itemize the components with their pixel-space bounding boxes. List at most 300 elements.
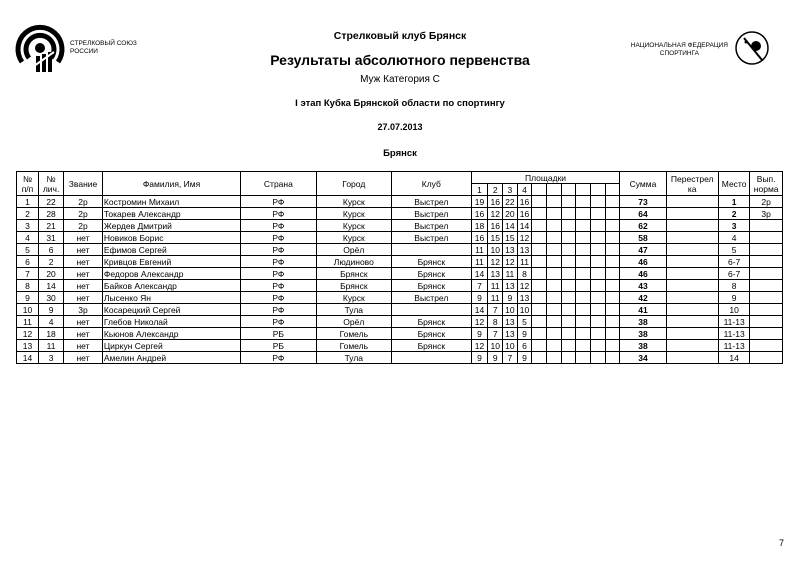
cell-blank xyxy=(576,268,591,280)
cell-score-4: 11 xyxy=(517,256,532,268)
cell-blank xyxy=(605,304,620,316)
cell-blank xyxy=(576,292,591,304)
cell-blank xyxy=(576,232,591,244)
cell-city: Орёл xyxy=(316,244,391,256)
table-row xyxy=(17,244,783,256)
cell-blank xyxy=(547,292,562,304)
cell-score-3: 13 xyxy=(503,316,518,328)
cell-place: 5 xyxy=(718,244,749,256)
org-left-line2: РОССИИ xyxy=(70,48,98,55)
cell-score-4: 6 xyxy=(517,340,532,352)
cell-place: 2 xyxy=(718,208,749,220)
cell-blank xyxy=(576,340,591,352)
cell-shootoff xyxy=(666,328,718,340)
cell-score-1: 9 xyxy=(471,352,488,364)
cell-score-3: 9 xyxy=(503,292,518,304)
cell-club: Выстрел xyxy=(392,292,472,304)
cell-rank: 2р xyxy=(64,208,103,220)
cell-city: Курск xyxy=(316,208,391,220)
cell-country: РФ xyxy=(241,292,316,304)
cell-club xyxy=(392,304,472,316)
cell-city: Людиново xyxy=(316,256,391,268)
cell-license: 31 xyxy=(39,232,64,244)
cell-club xyxy=(392,244,472,256)
cell-blank xyxy=(576,304,591,316)
cell-club: Брянск xyxy=(392,280,472,292)
cell-country: РФ xyxy=(241,220,316,232)
table-row xyxy=(17,196,783,208)
cell-blank xyxy=(547,232,562,244)
page-number: 7 xyxy=(778,538,784,548)
cell-city: Орёл xyxy=(316,316,391,328)
cell-norm xyxy=(750,268,783,280)
event-city: Брянск xyxy=(383,148,417,159)
cell-city: Брянск xyxy=(316,280,391,292)
cell-score-4: 14 xyxy=(517,220,532,232)
cell-score-4: 13 xyxy=(517,292,532,304)
club-heading: Стрелковый клуб Брянск xyxy=(333,30,467,42)
cell-rank: нет xyxy=(64,256,103,268)
table-row xyxy=(17,220,783,232)
col-header-place: Место xyxy=(718,172,749,196)
cell-score-1: 14 xyxy=(471,268,488,280)
cell-score-2: 7 xyxy=(488,328,503,340)
cell-blank xyxy=(532,328,547,340)
table-row xyxy=(17,268,783,280)
cell-name: Циркун Сергей xyxy=(102,340,240,352)
col-header-norm: Вып. норма xyxy=(750,172,783,196)
cell-score-4: 16 xyxy=(517,208,532,220)
cell-blank xyxy=(590,292,605,304)
cell-city: Курск xyxy=(316,292,391,304)
cell-score-2: 10 xyxy=(488,244,503,256)
cell-score-4: 9 xyxy=(517,352,532,364)
cell-blank xyxy=(532,196,547,208)
cell-score-2: 12 xyxy=(488,208,503,220)
cell-place: 3 xyxy=(718,220,749,232)
cell-blank xyxy=(590,256,605,268)
cell-score-1: 11 xyxy=(471,244,488,256)
table-row xyxy=(17,304,783,316)
cell-blank xyxy=(561,292,576,304)
cell-club: Брянск xyxy=(392,256,472,268)
cell-license: 18 xyxy=(39,328,64,340)
cell-blank xyxy=(547,304,562,316)
cell-num: 12 xyxy=(17,328,39,340)
cell-score-4: 10 xyxy=(517,304,532,316)
cell-shootoff xyxy=(666,196,718,208)
cell-rank: 3р xyxy=(64,304,103,316)
cell-place: 4 xyxy=(718,232,749,244)
cell-country: РФ xyxy=(241,256,316,268)
cell-name: Кьюнов Александр xyxy=(102,328,240,340)
cell-score-4: 13 xyxy=(517,244,532,256)
cell-name: Амелин Андрей xyxy=(102,352,240,364)
cell-num: 5 xyxy=(17,244,39,256)
cell-blank xyxy=(561,208,576,220)
cell-num: 7 xyxy=(17,268,39,280)
cell-blank xyxy=(576,220,591,232)
cell-blank xyxy=(590,280,605,292)
cell-norm xyxy=(750,244,783,256)
cell-blank xyxy=(576,244,591,256)
cell-num: 3 xyxy=(17,220,39,232)
cell-num: 9 xyxy=(17,292,39,304)
cell-name: Федоров Александр xyxy=(102,268,240,280)
cell-sum: 38 xyxy=(620,328,666,340)
cell-blank xyxy=(576,280,591,292)
cell-blank xyxy=(561,340,576,352)
event-title: I этап Кубка Брянской области по спортингу xyxy=(295,98,505,109)
cell-shootoff xyxy=(666,292,718,304)
cell-num: 10 xyxy=(17,304,39,316)
cell-country: РФ xyxy=(241,316,316,328)
cell-club: Выстрел xyxy=(392,232,472,244)
cell-score-4: 16 xyxy=(517,196,532,208)
cell-num: 6 xyxy=(17,256,39,268)
cell-blank xyxy=(561,328,576,340)
table-header-row xyxy=(17,172,783,184)
col-header-sum: Сумма xyxy=(620,172,666,196)
col-header-platform-blank xyxy=(590,184,605,196)
cell-score-3: 13 xyxy=(503,280,518,292)
cell-place: 11-13 xyxy=(718,328,749,340)
table-row xyxy=(17,232,783,244)
cell-city: Гомель xyxy=(316,340,391,352)
cell-country: РФ xyxy=(241,352,316,364)
cell-country: РФ xyxy=(241,208,316,220)
cell-norm xyxy=(750,340,783,352)
cell-license: 3 xyxy=(39,352,64,364)
cell-score-1: 16 xyxy=(471,232,488,244)
cell-license: 4 xyxy=(39,316,64,328)
cell-country: РБ xyxy=(241,328,316,340)
cell-license: 11 xyxy=(39,340,64,352)
cell-blank xyxy=(547,244,562,256)
org-left-line1: СТРЕЛКОВЫЙ СОЮЗ xyxy=(70,40,137,47)
cell-norm xyxy=(750,220,783,232)
cell-score-1: 16 xyxy=(471,208,488,220)
cell-shootoff xyxy=(666,208,718,220)
cell-score-4: 12 xyxy=(517,280,532,292)
col-header-club: Клуб xyxy=(392,172,472,196)
cell-blank xyxy=(561,316,576,328)
cell-place: 11-13 xyxy=(718,340,749,352)
cell-license: 9 xyxy=(39,304,64,316)
cell-num: 4 xyxy=(17,232,39,244)
cell-shootoff xyxy=(666,280,718,292)
cell-blank xyxy=(547,208,562,220)
cell-club: Выстрел xyxy=(392,220,472,232)
cell-name: Токарев Александр xyxy=(102,208,240,220)
cell-country: РФ xyxy=(241,232,316,244)
cell-rank: нет xyxy=(64,340,103,352)
cell-blank xyxy=(605,196,620,208)
cell-num: 11 xyxy=(17,316,39,328)
cell-country: РБ xyxy=(241,340,316,352)
cell-num: 13 xyxy=(17,340,39,352)
cell-place: 6-7 xyxy=(718,268,749,280)
cell-score-2: 10 xyxy=(488,340,503,352)
cell-blank xyxy=(547,196,562,208)
table-row xyxy=(17,328,783,340)
cell-score-1: 14 xyxy=(471,304,488,316)
cell-blank xyxy=(605,316,620,328)
col-header-platform-4: 4 xyxy=(517,184,532,196)
cell-norm xyxy=(750,232,783,244)
cell-score-3: 7 xyxy=(503,352,518,364)
cell-norm xyxy=(750,316,783,328)
cell-country: РФ xyxy=(241,196,316,208)
col-header-platform-blank xyxy=(605,184,620,196)
col-header-country: Страна xyxy=(241,172,316,196)
cell-sum: 42 xyxy=(620,292,666,304)
cell-rank: нет xyxy=(64,352,103,364)
cell-place: 11-13 xyxy=(718,316,749,328)
cell-sum: 47 xyxy=(620,244,666,256)
cell-city: Курск xyxy=(316,232,391,244)
table-row xyxy=(17,208,783,220)
cell-club: Выстрел xyxy=(392,208,472,220)
cell-place: 6-7 xyxy=(718,256,749,268)
cell-blank xyxy=(590,268,605,280)
cell-blank xyxy=(576,328,591,340)
cell-blank xyxy=(605,256,620,268)
cell-num: 1 xyxy=(17,196,39,208)
cell-blank xyxy=(590,328,605,340)
cell-shootoff xyxy=(666,268,718,280)
cell-blank xyxy=(547,340,562,352)
cell-name: Глебов Николай xyxy=(102,316,240,328)
cell-score-4: 12 xyxy=(517,232,532,244)
cell-rank: нет xyxy=(64,316,103,328)
cell-sum: 41 xyxy=(620,304,666,316)
cell-score-2: 9 xyxy=(488,352,503,364)
cell-blank xyxy=(532,220,547,232)
cell-shootoff xyxy=(666,232,718,244)
cell-score-4: 8 xyxy=(517,268,532,280)
cell-norm: 3р xyxy=(750,208,783,220)
cell-score-2: 13 xyxy=(488,268,503,280)
cell-name: Косарецкий Сергей xyxy=(102,304,240,316)
cell-norm xyxy=(750,292,783,304)
cell-country: РФ xyxy=(241,268,316,280)
cell-num: 2 xyxy=(17,208,39,220)
cell-score-3: 13 xyxy=(503,244,518,256)
cell-shootoff xyxy=(666,304,718,316)
cell-score-1: 19 xyxy=(471,196,488,208)
cell-norm xyxy=(750,328,783,340)
cell-sum: 46 xyxy=(620,268,666,280)
cell-blank xyxy=(576,208,591,220)
cell-club: Выстрел xyxy=(392,196,472,208)
cell-score-1: 9 xyxy=(471,328,488,340)
col-header-platforms: Площадки xyxy=(471,172,620,184)
cell-score-2: 16 xyxy=(488,196,503,208)
cell-blank xyxy=(532,268,547,280)
cell-club: Брянск xyxy=(392,268,472,280)
cell-blank xyxy=(532,280,547,292)
col-header-rank: Звание xyxy=(64,172,103,196)
cell-blank xyxy=(532,292,547,304)
cell-blank xyxy=(532,208,547,220)
table-row xyxy=(17,280,783,292)
cell-city: Тула xyxy=(316,304,391,316)
cell-name: Кривцов Евгений xyxy=(102,256,240,268)
cell-blank xyxy=(576,256,591,268)
cell-country: РФ xyxy=(241,280,316,292)
cell-blank xyxy=(547,220,562,232)
cell-shootoff xyxy=(666,316,718,328)
table-row xyxy=(17,352,783,364)
cell-blank xyxy=(605,268,620,280)
cell-name: Ефимов Сергей xyxy=(102,244,240,256)
cell-city: Курск xyxy=(316,220,391,232)
cell-blank xyxy=(590,196,605,208)
cell-name: Байков Александр xyxy=(102,280,240,292)
cell-blank xyxy=(532,256,547,268)
col-header-platform-3: 3 xyxy=(503,184,518,196)
cell-rank: 2р xyxy=(64,220,103,232)
cell-place: 14 xyxy=(718,352,749,364)
col-header-platform-1: 1 xyxy=(471,184,488,196)
cell-score-4: 9 xyxy=(517,328,532,340)
col-header-license: № лич. xyxy=(39,172,64,196)
cell-license: 30 xyxy=(39,292,64,304)
cell-blank xyxy=(576,352,591,364)
cell-blank xyxy=(605,352,620,364)
cell-sum: 38 xyxy=(620,316,666,328)
cell-blank xyxy=(576,196,591,208)
cell-blank xyxy=(605,208,620,220)
cell-city: Тула xyxy=(316,352,391,364)
cell-blank xyxy=(590,244,605,256)
table-row xyxy=(17,316,783,328)
cell-score-2: 12 xyxy=(488,256,503,268)
cell-sum: 58 xyxy=(620,232,666,244)
cell-name: Лысенко Ян xyxy=(102,292,240,304)
cell-blank xyxy=(605,292,620,304)
table-row xyxy=(17,340,783,352)
cell-blank xyxy=(547,352,562,364)
cell-blank xyxy=(547,280,562,292)
col-header-platform-blank xyxy=(532,184,547,196)
cell-score-1: 11 xyxy=(471,256,488,268)
col-header-shootoff: Перестрел ка xyxy=(666,172,718,196)
cell-rank: нет xyxy=(64,232,103,244)
cell-score-3: 14 xyxy=(503,220,518,232)
cell-sum: 73 xyxy=(620,196,666,208)
cell-blank xyxy=(605,280,620,292)
cell-norm xyxy=(750,256,783,268)
cell-score-2: 16 xyxy=(488,220,503,232)
cell-blank xyxy=(532,232,547,244)
cell-shootoff xyxy=(666,340,718,352)
cell-place: 10 xyxy=(718,304,749,316)
cell-license: 2 xyxy=(39,256,64,268)
cell-blank xyxy=(605,328,620,340)
cell-blank xyxy=(547,256,562,268)
cell-blank xyxy=(590,304,605,316)
cell-club: Брянск xyxy=(392,328,472,340)
cell-score-1: 18 xyxy=(471,220,488,232)
cell-blank xyxy=(605,220,620,232)
col-header-city: Город xyxy=(316,172,391,196)
cell-norm: 2р xyxy=(750,196,783,208)
page-title: Результаты абсолютного первенства xyxy=(270,52,530,68)
cell-blank xyxy=(561,220,576,232)
cell-score-2: 11 xyxy=(488,280,503,292)
cell-score-3: 13 xyxy=(503,328,518,340)
cell-license: 20 xyxy=(39,268,64,280)
cell-country: РФ xyxy=(241,244,316,256)
cell-blank xyxy=(605,340,620,352)
cell-license: 28 xyxy=(39,208,64,220)
cell-license: 14 xyxy=(39,280,64,292)
results-table xyxy=(16,171,783,364)
org-right-line2: СПОРТИНГА xyxy=(659,50,699,57)
cell-sum: 62 xyxy=(620,220,666,232)
col-header-platform-blank xyxy=(547,184,562,196)
cell-blank xyxy=(547,328,562,340)
cell-club xyxy=(392,352,472,364)
cell-city: Гомель xyxy=(316,328,391,340)
cell-score-1: 9 xyxy=(471,292,488,304)
cell-rank: 2р xyxy=(64,196,103,208)
cell-blank xyxy=(590,316,605,328)
cell-blank xyxy=(561,244,576,256)
cell-shootoff xyxy=(666,256,718,268)
cell-blank xyxy=(590,352,605,364)
cell-city: Курск xyxy=(316,196,391,208)
col-header-num: № п/п xyxy=(17,172,39,196)
cell-shootoff xyxy=(666,352,718,364)
cell-score-3: 12 xyxy=(503,256,518,268)
cell-rank: нет xyxy=(64,280,103,292)
cell-score-3: 15 xyxy=(503,232,518,244)
table-row xyxy=(17,292,783,304)
cell-place: 8 xyxy=(718,280,749,292)
cell-blank xyxy=(605,232,620,244)
cell-score-1: 12 xyxy=(471,340,488,352)
cell-blank xyxy=(532,304,547,316)
cell-blank xyxy=(532,340,547,352)
cell-blank xyxy=(547,268,562,280)
cell-blank xyxy=(590,208,605,220)
cell-blank xyxy=(576,316,591,328)
cell-score-2: 15 xyxy=(488,232,503,244)
cell-blank xyxy=(532,244,547,256)
category-label: Муж Категория С xyxy=(360,74,440,85)
cell-club: Брянск xyxy=(392,316,472,328)
cell-name: Новиков Борис xyxy=(102,232,240,244)
col-header-platform-2: 2 xyxy=(488,184,503,196)
cell-sum: 38 xyxy=(620,340,666,352)
cell-shootoff xyxy=(666,220,718,232)
cell-name: Жердев Дмитрий xyxy=(102,220,240,232)
cell-blank xyxy=(547,316,562,328)
event-date: 27.07.2013 xyxy=(377,122,423,132)
cell-blank xyxy=(590,220,605,232)
cell-norm xyxy=(750,280,783,292)
cell-sum: 43 xyxy=(620,280,666,292)
cell-blank xyxy=(532,352,547,364)
cell-shootoff xyxy=(666,244,718,256)
cell-license: 22 xyxy=(39,196,64,208)
cell-num: 8 xyxy=(17,280,39,292)
cell-rank: нет xyxy=(64,268,103,280)
cell-score-2: 11 xyxy=(488,292,503,304)
